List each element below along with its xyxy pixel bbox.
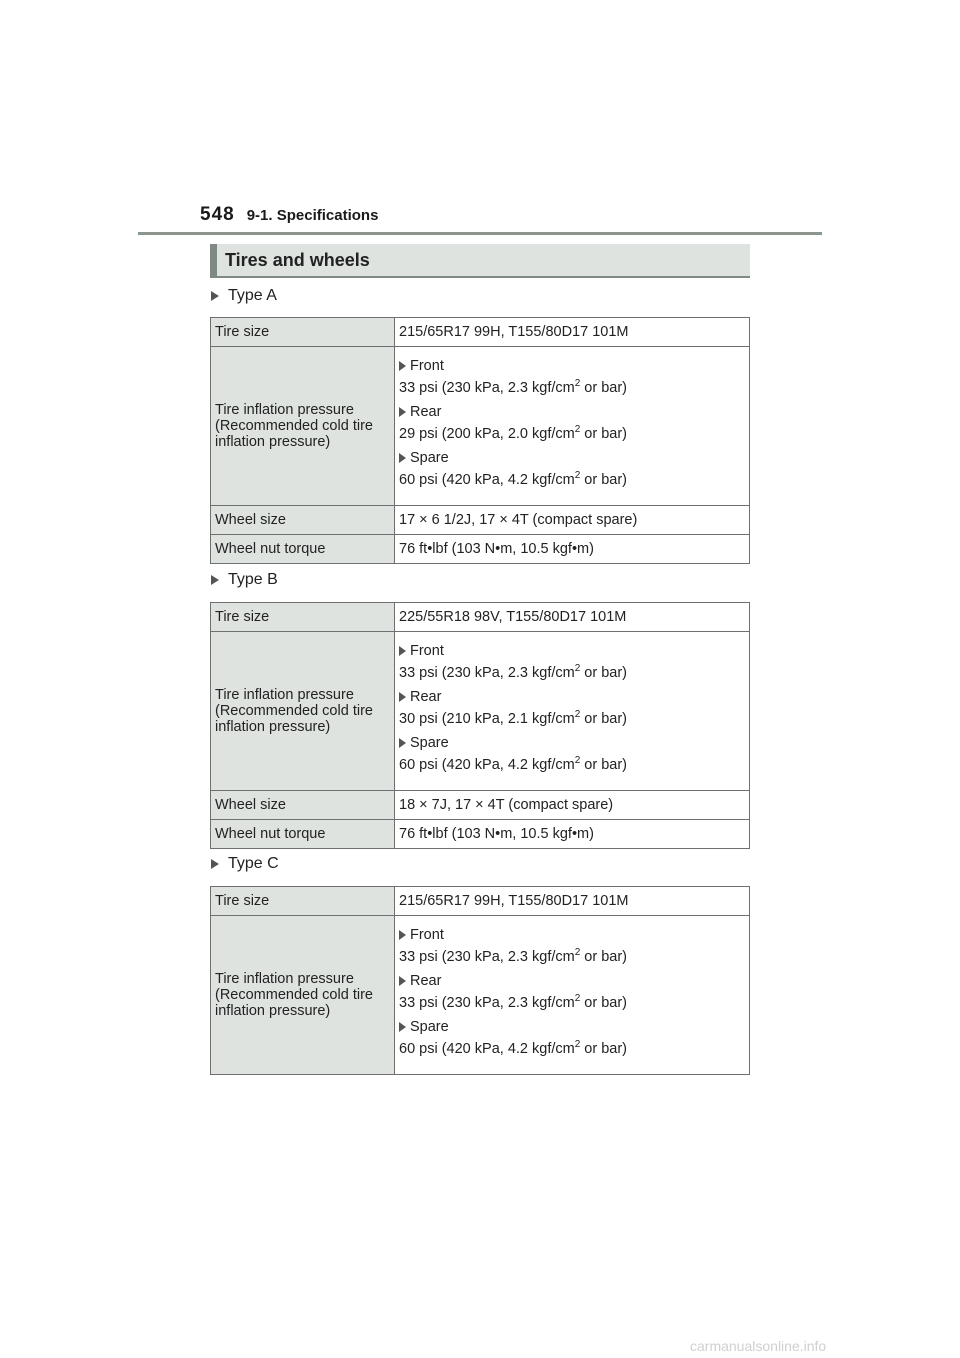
inflation-label-line: Tire inflation pressure [215,687,354,703]
triangle-bullet-icon [211,291,219,301]
section-reference: 9-1. Specifications [246,207,379,224]
watermark: carmanualsonline.info [690,1338,827,1354]
table-row [211,820,750,849]
front-label: Front [410,358,444,374]
type-b-title: Type B [228,571,278,588]
front-label: Front [410,927,444,943]
page-number: 548 [200,204,235,225]
inflation-label-line: inflation pressure) [215,719,331,735]
table-row [211,535,750,564]
front-pressure: 33 psi (230 kPa, 2.3 kgf/$cm^2$ or bar) [399,378,628,396]
title-accent-bar [210,244,217,276]
triangle-bullet-icon [399,1022,406,1032]
front-label: Front [410,643,444,659]
triangle-bullet-icon [399,407,406,417]
nut-torque-label: Wheel nut torque [211,820,395,849]
tire-size-value: 215/65R17 99H, T155/80D17 101M [395,318,750,347]
triangle-bullet-icon [399,692,406,702]
type-b-table [210,602,750,849]
table-row [211,791,750,820]
inflation-label [211,916,395,1075]
rear-subheading [399,688,745,706]
triangle-bullet-icon [399,361,406,371]
spare-label: Spare [410,1019,449,1035]
spare-subheading [399,449,745,467]
section-title: Tires and wheels [225,249,370,270]
spare-pressure: 60 psi (420 kPa, 4.2 kgf/$cm^2$ or bar) [399,1039,628,1057]
table-row [211,916,750,1075]
wheel-size-label: Wheel size [211,791,395,820]
type-c-heading [211,855,279,873]
tire-size-label: Tire size [211,603,395,632]
section-title-bar [210,244,750,278]
header-rule [138,232,822,235]
inflation-values [395,347,750,506]
spare-subheading [399,1018,745,1036]
wheel-size-label: Wheel size [211,506,395,535]
spare-pressure: 60 psi (420 kPa, 4.2 kgf/$cm^2$ or bar) [399,470,628,488]
type-a-title: Type A [228,287,277,304]
triangle-bullet-icon [399,646,406,656]
inflation-label-line: inflation pressure) [215,434,331,450]
triangle-bullet-icon [399,738,406,748]
table-row [211,887,750,916]
table-row [211,632,750,791]
type-c-table [210,886,750,1075]
inflation-label [211,347,395,506]
triangle-bullet-icon [399,976,406,986]
inflation-values [395,916,750,1075]
rear-subheading [399,403,745,421]
inflation-label-line: Tire inflation pressure [215,402,354,418]
inflation-label-line: (Recommended cold tire [215,987,373,1003]
inflation-label-line: (Recommended cold tire [215,418,373,434]
front-subheading [399,926,745,944]
table-row [211,506,750,535]
inflation-label-line: Tire inflation pressure [215,971,354,987]
spare-subheading [399,734,745,752]
nut-torque-value: 76 ft•lbf (103 N•m, 10.5 kgf•m) [395,820,750,849]
table-row [211,347,750,506]
tire-size-label: Tire size [211,318,395,347]
front-subheading [399,642,745,660]
inflation-label [211,632,395,791]
nut-torque-value: 76 ft•lbf (103 N•m, 10.5 kgf•m) [395,535,750,564]
rear-label: Rear [410,689,442,705]
wheel-size-value: 18 × 7J, 17 × 4T (compact spare) [395,791,750,820]
spare-label: Spare [410,735,449,751]
type-a-heading [211,287,277,305]
type-b-heading [211,571,278,589]
inflation-label-line: (Recommended cold tire [215,703,373,719]
rear-pressure: 33 psi (230 kPa, 2.3 kgf/$cm^2$ or bar) [399,993,628,1011]
inflation-label-line: inflation pressure) [215,1003,331,1019]
type-c-title: Type C [228,855,279,872]
front-pressure: 33 psi (230 kPa, 2.3 kgf/$cm^2$ or bar) [399,663,628,681]
type-a-table [210,317,750,564]
spare-label: Spare [410,450,449,466]
tire-size-value: 225/55R18 98V, T155/80D17 101M [395,603,750,632]
triangle-bullet-icon [399,453,406,463]
rear-label: Rear [410,973,442,989]
nut-torque-label: Wheel nut torque [211,535,395,564]
table-row [211,603,750,632]
inflation-values [395,632,750,791]
tire-size-label: Tire size [211,887,395,916]
triangle-bullet-icon [211,859,219,869]
triangle-bullet-icon [211,575,219,585]
page-header [200,204,378,226]
rear-pressure: 30 psi (210 kPa, 2.1 kgf/$cm^2$ or bar) [399,709,628,727]
triangle-bullet-icon [399,930,406,940]
rear-pressure: 29 psi (200 kPa, 2.0 kgf/$cm^2$ or bar) [399,424,628,442]
rear-label: Rear [410,404,442,420]
table-row [211,318,750,347]
rear-subheading [399,972,745,990]
wheel-size-value: 17 × 6 1/2J, 17 × 4T (compact spare) [395,506,750,535]
front-pressure: 33 psi (230 kPa, 2.3 kgf/$cm^2$ or bar) [399,947,628,965]
spare-pressure: 60 psi (420 kPa, 4.2 kgf/$cm^2$ or bar) [399,755,628,773]
tire-size-value: 215/65R17 99H, T155/80D17 101M [395,887,750,916]
front-subheading [399,357,745,375]
